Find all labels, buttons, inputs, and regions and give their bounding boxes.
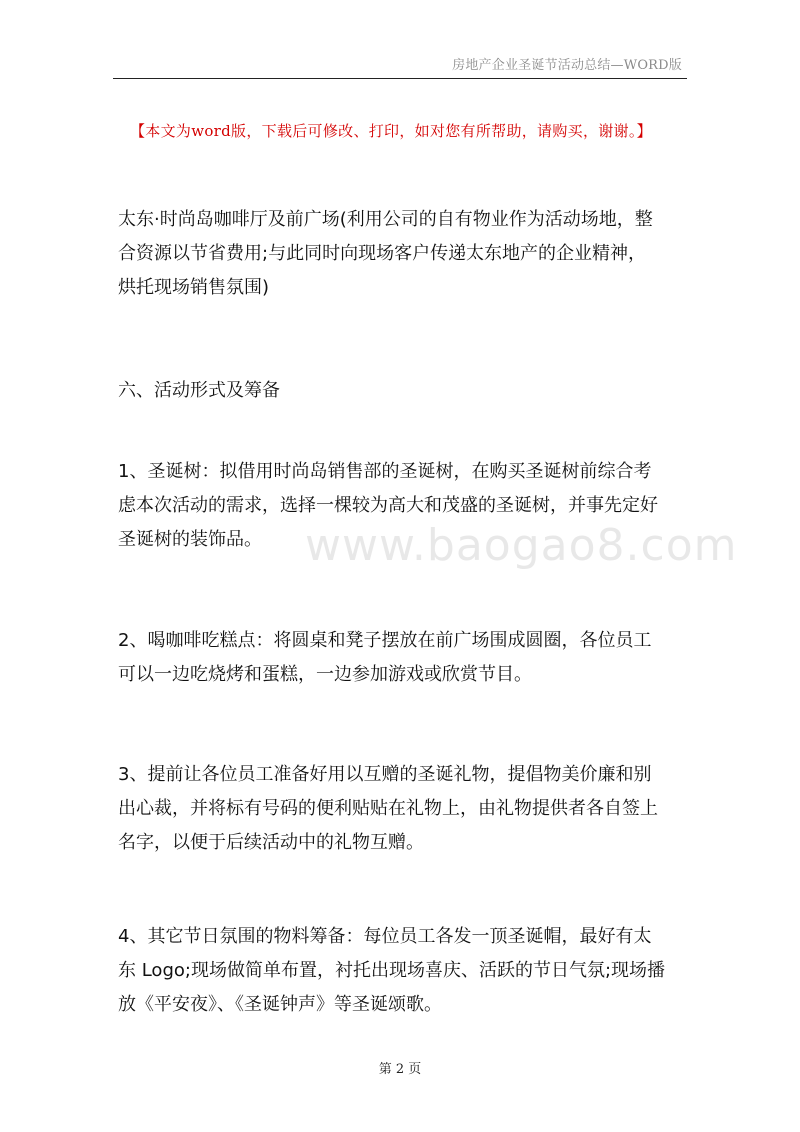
text-line: 放《平安夜》、《圣诞钟声》等圣诞颂歌。 bbox=[118, 994, 442, 1015]
paragraph-venue bbox=[118, 203, 690, 305]
text-line: 虑本次活动的需求，选择一棵较为高大和茂盛的圣诞树，并事先定好 bbox=[118, 495, 658, 516]
header-divider bbox=[113, 78, 687, 79]
text-line: 1、圣诞树：拟借用时尚岛销售部的圣诞树，在购买圣诞树前综合考 bbox=[118, 461, 652, 482]
text-line: 出心裁，并将标有号码的便利贴贴在礼物上，由礼物提供者各自签上 bbox=[118, 798, 658, 819]
text-line: 4、其它节日氛围的物料筹备：每位员工各发一顶圣诞帽，最好有太 bbox=[118, 926, 652, 947]
text-line: 圣诞树的装饰品。 bbox=[118, 529, 262, 550]
text-line: 合资源以节省费用;与此同时向现场客户传递太东地产的企业精神， bbox=[118, 243, 647, 264]
paragraph-item-3 bbox=[118, 758, 690, 860]
text-line: 名字，以便于后续活动中的礼物互赠。 bbox=[118, 832, 424, 853]
paragraph-item-2 bbox=[118, 624, 690, 692]
page-header-title: 房地产企业圣诞节活动总结—WORD版 bbox=[452, 58, 682, 73]
text-line: 太东·时尚岛咖啡厅及前广场(利用公司的自有物业作为活动场地，整 bbox=[118, 209, 653, 230]
watermark: www.baogao8.com bbox=[305, 520, 738, 571]
text-line: 2、喝咖啡吃糕点：将圆桌和凳子摆放在前广场围成圆圈，各位员工 bbox=[118, 630, 652, 651]
section-heading bbox=[118, 374, 690, 408]
purchase-notice: 【本文为word版，下载后可修改、打印，如对您有所帮助，请购买，谢谢。】 bbox=[130, 122, 652, 140]
page-number: 第 2 页 bbox=[378, 1062, 422, 1077]
text-line: 烘托现场销售氛围) bbox=[118, 277, 270, 298]
text-line: 3、提前让各位员工准备好用以互赠的圣诞礼物，提倡物美价廉和别 bbox=[118, 764, 652, 785]
text-line: 东 Logo;现场做简单布置，衬托出现场喜庆、活跃的节日气氛;现场播 bbox=[118, 960, 666, 981]
text-line: 可以一边吃烧烤和蛋糕，一边参加游戏或欣赏节目。 bbox=[118, 664, 532, 685]
paragraph-item-4 bbox=[118, 920, 690, 1022]
heading-text: 六、活动形式及筹备 bbox=[118, 380, 280, 401]
